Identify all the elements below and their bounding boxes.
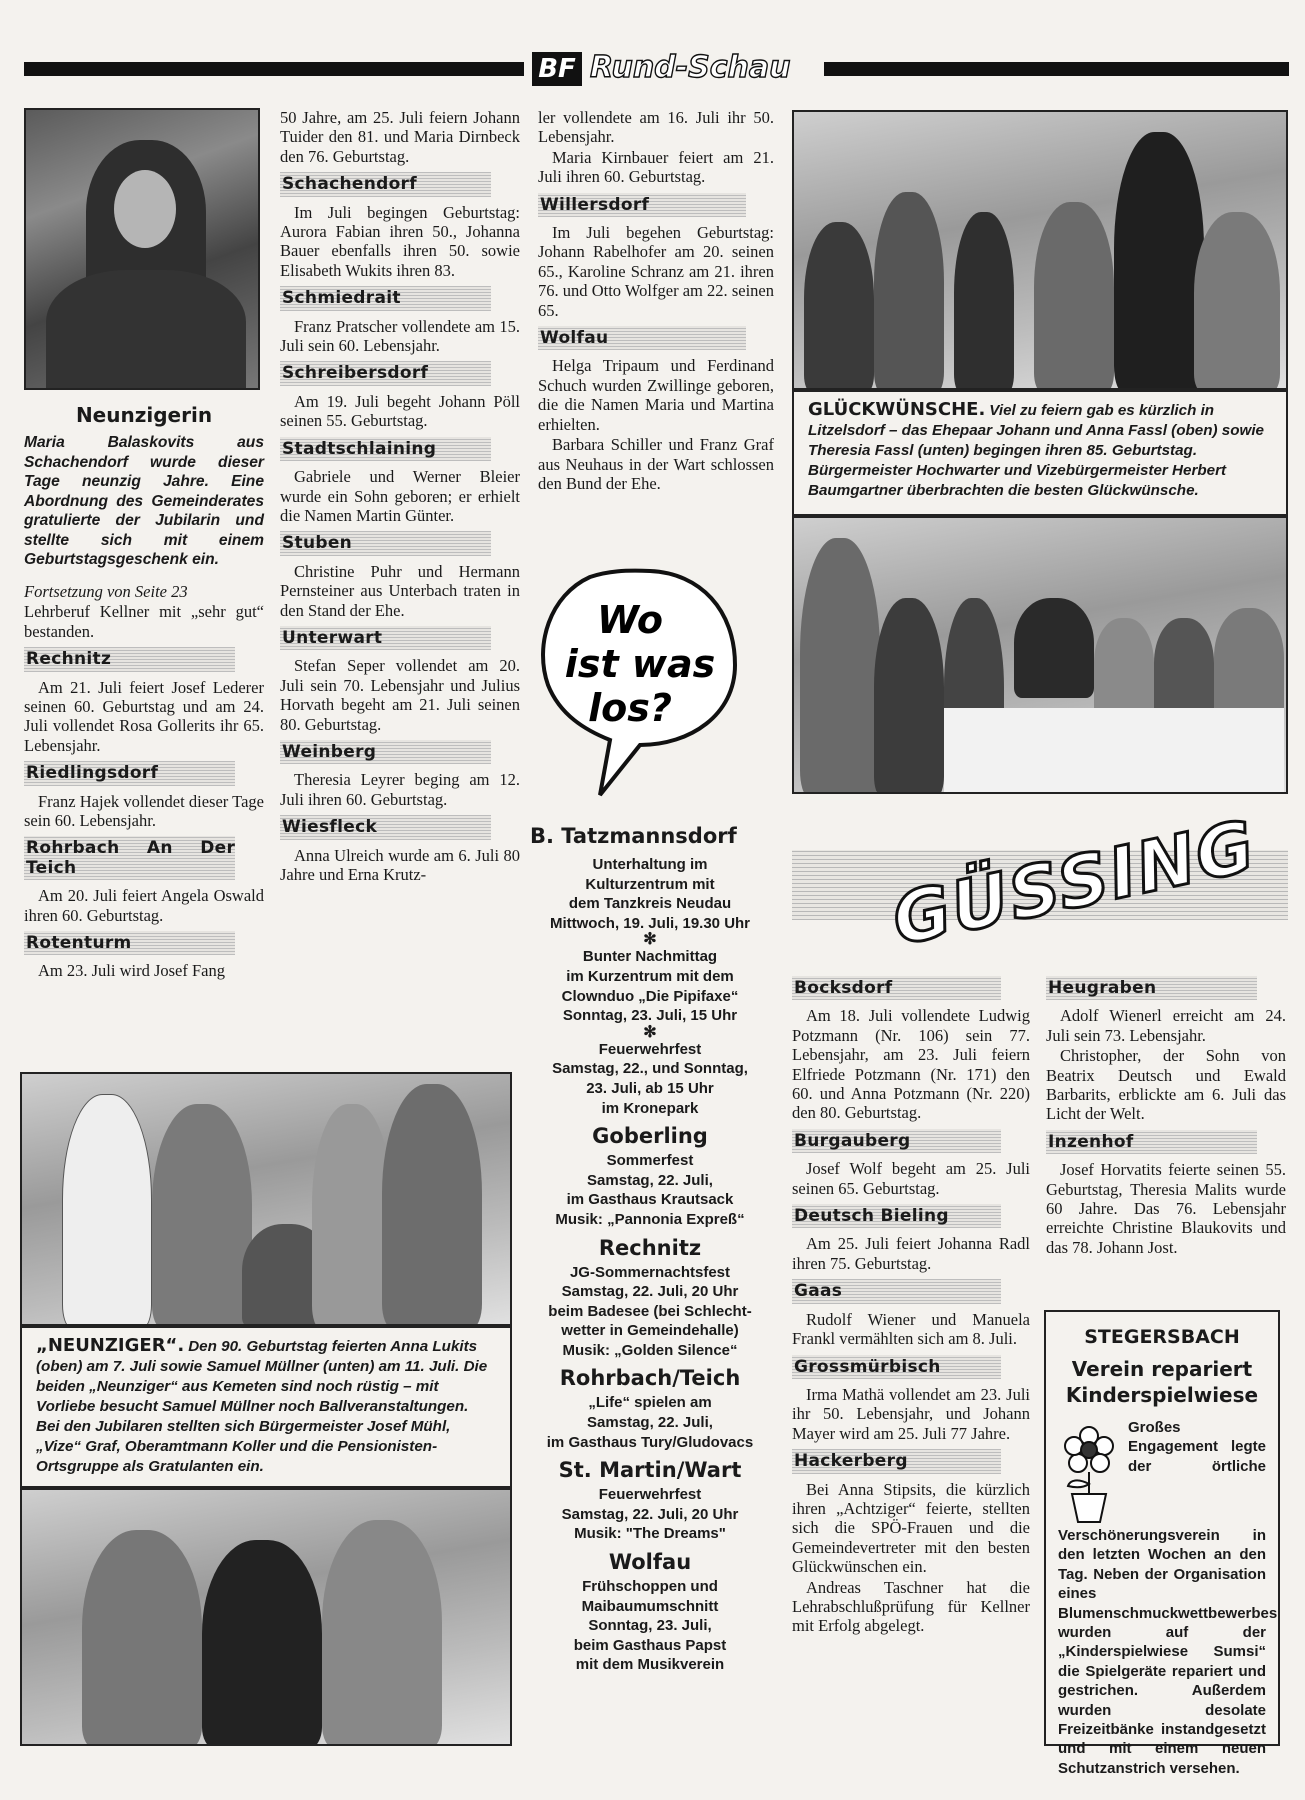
event-line: im Gasthaus Krautsack [566, 1191, 734, 1209]
event-line: Mittwoch, 19. Juli, 19.30 Uhr [549, 914, 751, 932]
event-line: 23. Juli, ab 15 Uhr [586, 1079, 714, 1097]
column-3-intro-2: Maria Kirnbauer feiert am 21. Juli ihren 60. Geburtstag. [538, 147, 774, 187]
stegersbach-place: STEGERSBACH [1084, 1326, 1240, 1348]
stegersbach-body-wrap [1058, 1418, 1278, 1778]
notice-text: Am 23. Juli wird Josef Fang [38, 961, 225, 981]
bf-logo: BF [532, 52, 582, 86]
event-line: im Kronepark [601, 1099, 699, 1117]
notice-text: Am 25. Juli feiert Johanna Radl ihren 75. Geburtstag. [792, 1234, 1030, 1273]
event-line: beim Gasthaus Papst [573, 1636, 727, 1654]
column-1 [24, 396, 264, 982]
notice-text: Gabriele und Werner Bleier wurde ein Sohn geboren; er erhielt die Namen Martin Günter. [280, 467, 520, 525]
event-line: Musik: „Pannonia Expreß“ [555, 1210, 745, 1228]
event-place: Rechnitz [598, 1235, 702, 1260]
masthead-rule-right [824, 62, 1289, 76]
town-heading: Schachendorf [280, 172, 491, 196]
event-line: im Kurzentrum mit dem [566, 967, 734, 985]
town-heading: Rotenturm [24, 931, 235, 955]
event-separator-icon: ✻ [643, 931, 657, 949]
neunziger-photo-top [20, 1072, 512, 1326]
event-line: Samstag, 22. Juli, 20 Uhr [561, 1283, 739, 1301]
column-3 [538, 108, 774, 494]
neunziger-caption [20, 1326, 512, 1488]
caption-head: „NEUNZIGER“. [36, 1335, 185, 1356]
notice-text: Franz Hajek vollendet dieser Tage sein 60. Lebensjahr. [24, 791, 264, 830]
notice-text: Stefan Seper vollendet am 20. Juli sein 70. Lebensjahr und Julius Horvath begeht am 21. Juli seinen 80. Geburtstag. [280, 656, 520, 734]
town-heading: Schmiedrait [280, 286, 491, 310]
event-line: JG-Sommernachtsfest [569, 1263, 731, 1281]
town-heading: Rechnitz [24, 647, 235, 671]
notice-text: Im Juli begingen Geburtstag: Aurora Fabian ihren 50., Johanna Bauer ebenfalls ihren 50. sowie Elisabeth Wukits ihren 83. [280, 202, 520, 280]
notice-text: Rudolf Wiener und Manuela Frankl vermählten sich am 8. Juli. [792, 1309, 1030, 1349]
column-3-intro: ler vollendete am 16. Juli ihr 50. Lebensjahr. [538, 108, 774, 147]
celebration-photo-top [792, 110, 1288, 390]
event-line: Musik: „Golden Silence“ [562, 1341, 738, 1359]
notice-text: Irma Mathä vollendet am 23. Juli ihr 50. Lebensjahr, und Johann Mayer wird am 25. Juli 77 Jahre. [792, 1384, 1030, 1443]
event-place: B. Tatzmannsdorf [530, 824, 737, 848]
event-line: Feuerwehrfest [598, 1040, 702, 1058]
neunziger-photo-bottom [20, 1488, 512, 1746]
town-heading: Wiesfleck [280, 815, 491, 839]
event-line: mit dem Musikverein [575, 1656, 725, 1674]
notice-text: Im Juli begehen Geburtstag: Johann Rabelhofer am 20. seinen 65., Karoline Schranz am 21. ihren 76. und Otto Wolfger am 22. seinen 65. [538, 223, 774, 320]
flower-pot-icon [1058, 1422, 1120, 1524]
notice-text: Am 21. Juli feiert Josef Lederer seinen 60. Geburtstag und am 24. Juli vollendet Rosa Gollerits ihr 65. Lebensjahr. [24, 677, 264, 755]
portrait-title: Neunzigerin [75, 403, 213, 427]
town-heading: Hackerberg [792, 1449, 1001, 1473]
masthead-rule-left [24, 62, 524, 76]
notice-text: Helga Tripaum und Ferdinand Schuch wurden Zwillinge geboren, die die Namen Maria und Martina erhielten. [538, 356, 774, 434]
event-line: Samstag, 22. Juli, 20 Uhr [561, 1505, 739, 1523]
gussing-banner: GÜSSING [885, 804, 1264, 962]
event-place: Wolfau [608, 1550, 692, 1575]
event-place: Goberling [592, 1124, 708, 1149]
event-separator-icon: ✻ [643, 1023, 657, 1041]
event-line: Sommerfest [606, 1152, 694, 1170]
town-heading: Willersdorf [538, 193, 746, 217]
town-heading: Gaas [792, 1279, 1001, 1303]
notice-text: Christopher, der Sohn von Beatrix Deutsch und Ewald Barbarits, erblickte am 6. Juli das Licht der Welt. [1046, 1046, 1286, 1124]
event-line: Sonntag, 23. Juli, 15 Uhr [562, 1007, 738, 1025]
town-heading: Riedlingsdorf [24, 761, 235, 785]
column-2 [280, 108, 520, 885]
event-line: Samstag, 22., und Sonntag, [552, 1060, 748, 1078]
town-heading: Inzenhof [1046, 1130, 1257, 1154]
column-2-intro: 50 Jahre, am 25. Juli feiern Johann Tuider den 81. und Maria Dirnbeck den 76. Geburtstag. [280, 108, 520, 166]
section-title: Rund-Schau [590, 50, 791, 85]
caption-body: Viel zu feiern gab es kürzlich in Litzelsdorf – das Ehepaar Johann und Anna Fassl (oben) sowie Theresia Fassl (unten) begingen ihren 85. Geburtstag. Bürgermeister Hochwarter und Vizebürgermeister Herbert Baumgartner überbrachten die besten Glückwünsche. [808, 402, 1264, 499]
notice-text: Adolf Wienerl erreicht am 24. Juli sein 73. Lebensjahr. [1046, 1006, 1286, 1045]
town-heading: Burgauberg [792, 1129, 1001, 1153]
town-heading: Stuben [280, 531, 491, 555]
town-heading: Heugraben [1046, 976, 1257, 1000]
stegersbach-box [1044, 1310, 1280, 1777]
town-heading: Bocksdorf [792, 976, 1001, 1000]
event-line: im Gasthaus Tury/Gludovacs [546, 1433, 754, 1451]
notice-text: Christine Puhr und Hermann Pernsteiner aus Unterbach traten in den Stand der Ehe. [280, 561, 520, 620]
event-line: Kulturzentrum mit [585, 875, 715, 893]
caption-body: Den 90. Geburtstag feierten Anna Lukits (oben) am 7. Juli sowie Samuel Müllner (unten) am 11. Juli. Die beiden „Neunziger“ aus Kemeten sind noch rüstig – mit Vorliebe besucht Samuel Müllner noch Ballveranstaltungen. Bei den Jubilaren stellten sich Bürgermeister Josef Mühl, „Vize“ Graf, Oberamtmann Koller und die Pensionisten-Ortsgruppe als Gratulanten ein. [36, 1338, 488, 1475]
speech-bubble-graphic [530, 565, 745, 805]
events-listing [530, 818, 770, 1675]
event-place: Rohrbach/Teich [559, 1366, 741, 1391]
town-heading: Rohrbach An Der Teich [24, 836, 235, 880]
event-line: Feuerwehrfest [598, 1486, 702, 1504]
town-heading: Wolfau [538, 326, 746, 350]
event-line: Musik: "The Dreams" [574, 1525, 726, 1543]
notice-text: Andreas Taschner hat die Lehrabschlußprüfung für Kellner mit Erfolg abgelegt. [792, 1577, 1030, 1636]
continued-note: Fortsetzung von Seite 23 [24, 581, 188, 601]
notice-text: Anna Ulreich wurde am 6. Juli 80 Jahre und Erna Krutz- [280, 845, 520, 884]
celebration-photo-bottom [792, 516, 1288, 794]
notice-text: Bei Anna Stipsits, die kürzlich ihren „Achtziger“ feierte, stellten sich die SPÖ-Frauen und die Gemeindevertreter mit den besten Glückwünschen ein. [792, 1479, 1030, 1577]
notice-text: Barbara Schiller und Franz Graf aus Neuhaus in der Wart schlossen den Bund der Ehe. [538, 435, 774, 493]
notice-text: Franz Pratscher vollendete am 15. Juli sein 60. Lebensjahr. [280, 316, 520, 356]
bubble-line-3: los? [588, 686, 672, 730]
notice-text: Am 19. Juli begeht Johann Pöll seinen 55. Geburtstag. [280, 391, 520, 431]
gussing-column-a [792, 970, 1030, 1637]
gussing-column-b [1046, 970, 1286, 1258]
masthead [24, 52, 1289, 88]
stegersbach-body: Großes Engagement legte der örtliche Verschönerungsverein in den letzten Wochen an den Tag. Neben der Organisation eines Blumenschmuckwettbewerbes wurden auf der „Kinderspielwiese Sumsi“ die Spielgeräte repariert und gestrichen. Außerdem wurden desolate Freizeitbänke instandgesetzt und mit einem neuen Schutzanstrich versehen. [1058, 1419, 1278, 1777]
event-line: Maibaumumschnitt [581, 1597, 719, 1615]
town-heading: Weinberg [280, 740, 491, 764]
event-line: beim Badesee (bei Schlecht- [548, 1302, 752, 1320]
town-heading: Deutsch Bieling [792, 1204, 1001, 1228]
event-line: Samstag, 22. Juli, [587, 1414, 713, 1432]
event-line: Frühschoppen und [582, 1578, 718, 1596]
event-line: Sonntag, 23. Juli, [588, 1617, 712, 1635]
notice-text: Theresia Leyrer beging am 12. Juli ihren 60. Geburtstag. [280, 770, 520, 809]
stegersbach-title: Verein repariert Kinderspielwiese [1065, 1357, 1259, 1407]
town-heading: Unterwart [280, 626, 491, 650]
event-line: Clownduo „Die Pipifaxe“ [561, 987, 739, 1005]
town-heading: Schreibersdorf [280, 361, 491, 385]
event-place: St. Martin/Wart [558, 1458, 742, 1483]
event-line: Samstag, 22. Juli, [587, 1171, 713, 1189]
caption-head: GLÜCKWÜNSCHE. [808, 399, 986, 420]
bubble-line-1: Wo [597, 598, 663, 642]
portrait-photo [24, 108, 260, 390]
town-heading: Stadtschlaining [280, 437, 491, 461]
event-line: „Life“ spielen am [588, 1394, 712, 1412]
town-heading: Grossmürbisch [792, 1355, 1001, 1379]
column-1-intro: Lehrberuf Kellner mit „sehr gut“ bestanden. [24, 602, 264, 641]
notice-text: Josef Horvatits feierte seinen 55. Geburtstag, Theresia Malits wurde 60 Jahre. Das 76. Lebensjahr erreichte Christine Blaukovits und das 78. Johann Jost. [1046, 1160, 1286, 1257]
bubble-line-2: ist was [564, 642, 716, 686]
event-line: wetter in Gemeindehalle) [561, 1322, 739, 1340]
gluckwunsche-caption [792, 390, 1288, 516]
notice-text: Am 18. Juli vollendete Ludwig Potzmann (Nr. 106) sein 77. Lebensjahr, am 23. Juli feiern Elfriede Potzmann (Nr. 171) den 60. und Anna Potzmann (Nr. 220) den 80. Geburtstag. [792, 1006, 1030, 1123]
notice-text: Josef Wolf begeht am 25. Juli seinen 65. Geburtstag. [792, 1159, 1030, 1198]
event-line: Unterhaltung im [592, 856, 708, 873]
event-line: Bunter Nachmittag [582, 948, 718, 966]
event-line: dem Tanzkreis Neudau [568, 895, 732, 913]
notice-text: Am 20. Juli feiert Angela Oswald ihren 60. Geburtstag. [24, 886, 264, 925]
portrait-caption: Maria Balaskovits aus Schachendorf wurde dieser Tage neunzig Jahre. Eine Abordnung des Gemeinderates gratulierte der Jubilarin und stellte sich mit einem Geburtstagsgeschenk ein. [24, 434, 264, 569]
